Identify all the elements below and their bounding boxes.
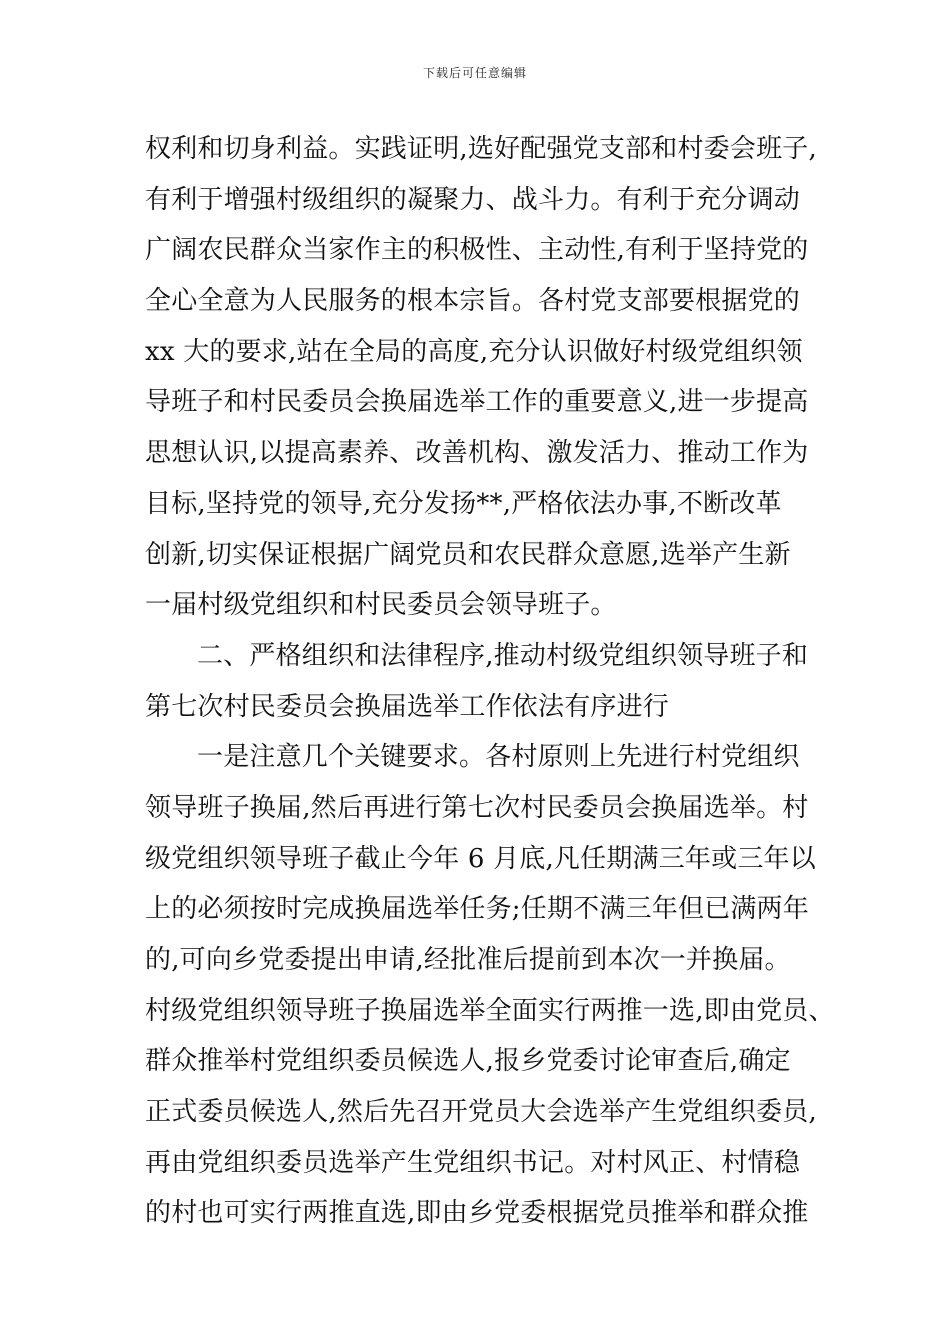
text-line: 的,可向乡党委提出申请,经批准后提前到本次一并换届。 (145, 945, 791, 975)
text-line: 村级党组织领导班子换届选举全面实行两推一选,即由党员、 (145, 995, 835, 1026)
text-line: xx 大的要求,站在全局的高度,充分认识做好村级党组织领 (145, 336, 803, 367)
text-line: 一届村级党组织和村民委员会领导班子。 (145, 590, 617, 621)
document-body (145, 124, 835, 1239)
text-line: 广阔农民群众当家作主的积极性、主动性,有利于坚持党的 (145, 235, 809, 266)
text-line: 领导班子换届,然后再进行第七次村民委员会换届选举。村 (145, 792, 809, 823)
text-line: 思想认识,以提高素养、改善机构、激发活力、推动工作为 (145, 438, 809, 469)
text-line: 一是注意几个关键要求。各村原则上先进行村党组织 (197, 742, 800, 773)
text-line: 上的必须按时完成换届选举任务;任期不满三年但已满两年 (145, 894, 809, 925)
page-header: 下载后可任意编辑 (422, 66, 527, 80)
text-line: 权利和切身利益。实践证明,选好配强党支部和村委会班子, (145, 134, 817, 164)
section-heading-line: 二、严格组织和法律程序,推动村级党组织领导班子和 (197, 640, 809, 671)
text-line: 再由党组织委员选举产生党组织书记。对村风正、村情稳 (145, 1147, 801, 1178)
text-line: 创新,切实保证根据广阔党员和农民群众意愿,选举产生新 (145, 539, 791, 570)
text-line: 群众推举村党组织委员候选人,报乡党委讨论审查后,确定 (145, 1046, 791, 1077)
text-line: 导班子和村民委员会换届选举工作的重要意义,进一步提高 (145, 387, 809, 418)
text-line: 全心全意为人民服务的根本宗旨。各村党支部要根据党的 (145, 286, 801, 317)
section-heading-line: 第七次村民委员会换届选举工作依法有序进行 (145, 691, 670, 722)
text-line: 目标,坚持党的领导,充分发扬**,严格依法办事,不断改革 (145, 488, 782, 519)
text-line: 的村也可实行两推直选,即由乡党委根据党员推举和群众推 (145, 1198, 809, 1229)
text-line: 有利于增强村级组织的凝聚力、战斗力。有利于充分调动 (145, 184, 801, 215)
text-line: 正式委员候选人,然后先召开党员大会选举产生党组织委员, (145, 1097, 817, 1128)
text-line: 级党组织领导班子截止今年 6 月底,凡任期满三年或三年以 (145, 843, 816, 874)
